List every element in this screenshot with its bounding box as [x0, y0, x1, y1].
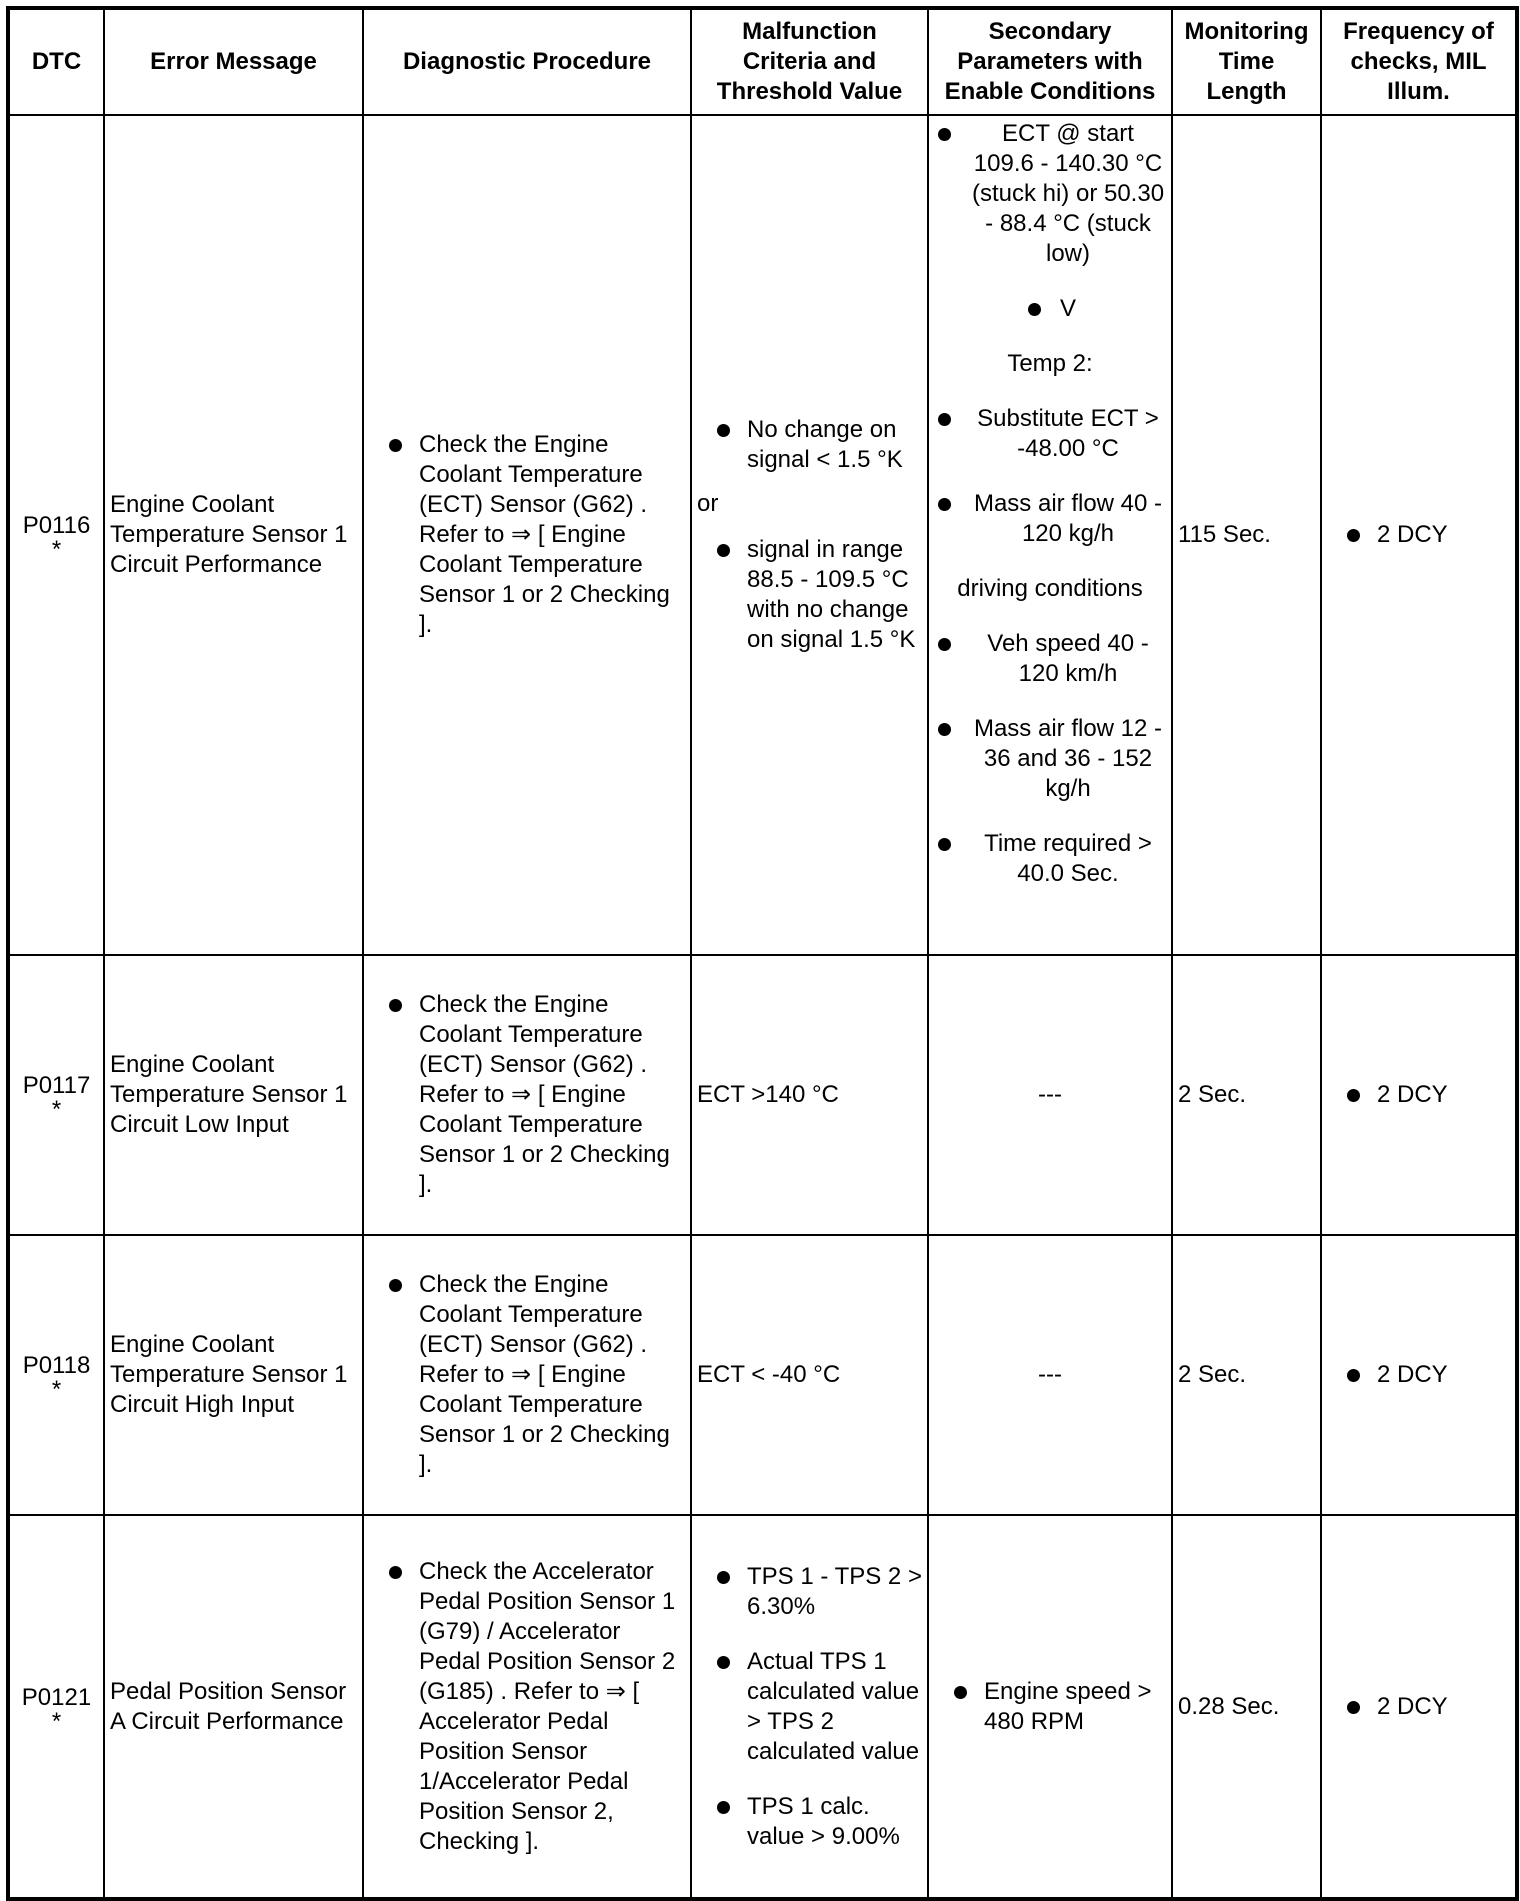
dtc-star: *	[51, 1376, 62, 1403]
error-message-cell: Engine Coolant Temperature Sensor 1 Circuit Performance	[104, 115, 363, 955]
frequency-item: 2 DCY	[1327, 1692, 1510, 1722]
header-secondary-parameters: Secondary Parameters with Enable Conditions	[928, 8, 1172, 115]
dtc-code: P0118	[22, 1352, 91, 1379]
header-row	[8, 8, 1517, 115]
dtc-star: *	[51, 536, 62, 563]
dtc-code: P0121	[21, 1683, 92, 1711]
header-monitoring-time: Monitoring Time Length	[1172, 8, 1321, 115]
frequency-cell	[1321, 955, 1517, 1235]
criteria-item: TPS 1 calc. value > 9.00%	[697, 1792, 922, 1852]
secondary-text: driving conditions	[957, 575, 1143, 602]
dtc-star: *	[51, 1707, 62, 1735]
secondary-item: Substitute ECT > -48.00 °C	[934, 404, 1166, 464]
monitoring-cell: 0.28 Sec.	[1172, 1515, 1321, 1899]
frequency-cell	[1321, 1235, 1517, 1515]
header-diagnostic-procedure: Diagnostic Procedure	[363, 8, 691, 115]
secondary-item: Time required > 40.0 Sec.	[934, 829, 1166, 889]
frequency-item: 2 DCY	[1327, 1360, 1510, 1390]
procedure-cell	[363, 1235, 691, 1515]
table-row	[8, 115, 1517, 955]
procedure-item: Check the Engine Coolant Temperature (ECT) Sensor (G62) . Refer to ⇒ [ Engine Coolant Temperature Sensor 1 or 2 Checking ].	[369, 990, 685, 1200]
header-malfunction-criteria: Malfunction Criteria and Threshold Value	[691, 8, 928, 115]
frequency-item: 2 DCY	[1327, 1080, 1510, 1110]
procedure-item: Check the Engine Coolant Temperature (ECT) Sensor (G62) . Refer to ⇒ [ Engine Coolant Temperature Sensor 1 or 2 Checking ].	[369, 1270, 685, 1480]
header-error-message: Error Message	[104, 8, 363, 115]
frequency-item: 2 DCY	[1327, 520, 1510, 550]
procedure-item: Check the Engine Coolant Temperature (ECT) Sensor (G62) . Refer to ⇒ [ Engine Coolant Temperature Sensor 1 or 2 Checking ].	[369, 430, 685, 640]
secondary-cell: ---	[928, 1235, 1172, 1515]
secondary-cell: ---	[928, 955, 1172, 1235]
monitoring-cell: 2 Sec.	[1172, 1235, 1321, 1515]
frequency-cell	[1321, 115, 1517, 955]
dtc-code: P0117	[22, 1072, 91, 1099]
criteria-cell: ECT >140 °C	[691, 955, 928, 1235]
secondary-text: Temp 2:	[1007, 350, 1093, 377]
criteria-item: signal in range 88.5 - 109.5 °C with no change on signal 1.5 °K	[697, 535, 922, 655]
dtc-table	[6, 6, 1519, 1901]
procedure-cell	[363, 1515, 691, 1899]
error-message-cell: Engine Coolant Temperature Sensor 1 Circuit High Input	[104, 1235, 363, 1515]
criteria-or: or	[697, 490, 719, 517]
criteria-cell: ECT < -40 °C	[691, 1235, 928, 1515]
table-row	[8, 1515, 1517, 1899]
dtc-cell	[8, 955, 104, 1235]
table-row	[8, 955, 1517, 1235]
criteria-item: TPS 1 - TPS 2 > 6.30%	[697, 1562, 922, 1622]
secondary-item: Veh speed 40 - 120 km/h	[934, 629, 1166, 689]
monitoring-cell: 2 Sec.	[1172, 955, 1321, 1235]
secondary-item: Mass air flow 12 - 36 and 36 - 152 kg/h	[934, 714, 1166, 804]
error-message-cell: Pedal Position Sensor A Circuit Performance	[104, 1515, 363, 1899]
monitoring-cell: 115 Sec.	[1172, 115, 1321, 955]
dtc-code: P0116	[22, 512, 91, 539]
dtc-star: *	[51, 1096, 62, 1123]
header-frequency: Frequency of checks, MIL Illum.	[1321, 8, 1517, 115]
error-message-cell: Engine Coolant Temperature Sensor 1 Circuit Low Input	[104, 955, 363, 1235]
criteria-cell	[691, 115, 928, 955]
dtc-cell	[8, 1515, 104, 1899]
secondary-item: ECT @ start 109.6 - 140.30 °C (stuck hi) or 50.30 - 88.4 °C (stuck low)	[934, 119, 1166, 269]
frequency-cell	[1321, 1515, 1517, 1899]
criteria-cell	[691, 1515, 928, 1899]
header-dtc: DTC	[8, 8, 104, 115]
secondary-cell	[928, 1515, 1172, 1899]
criteria-item: Actual TPS 1 calculated value > TPS 2 calculated value	[697, 1647, 922, 1767]
table-row	[8, 1235, 1517, 1515]
secondary-cell	[928, 115, 1172, 955]
procedure-cell	[363, 115, 691, 955]
procedure-item: Check the Accelerator Pedal Position Sensor 1 (G79) / Accelerator Pedal Position Sensor 2 (G185) . Refer to ⇒ [ Accelerator Pedal Position Sensor 1/Accelerator Pedal Position Sensor 2, Checking ].	[369, 1557, 685, 1857]
secondary-item: Mass air flow 40 - 120 kg/h	[934, 489, 1166, 549]
dtc-cell	[8, 1235, 104, 1515]
procedure-cell	[363, 955, 691, 1235]
secondary-item: Engine speed > 480 RPM	[934, 1677, 1166, 1737]
secondary-item: V	[1024, 294, 1076, 324]
dtc-cell	[8, 115, 104, 955]
criteria-item: No change on signal < 1.5 °K	[697, 415, 922, 475]
